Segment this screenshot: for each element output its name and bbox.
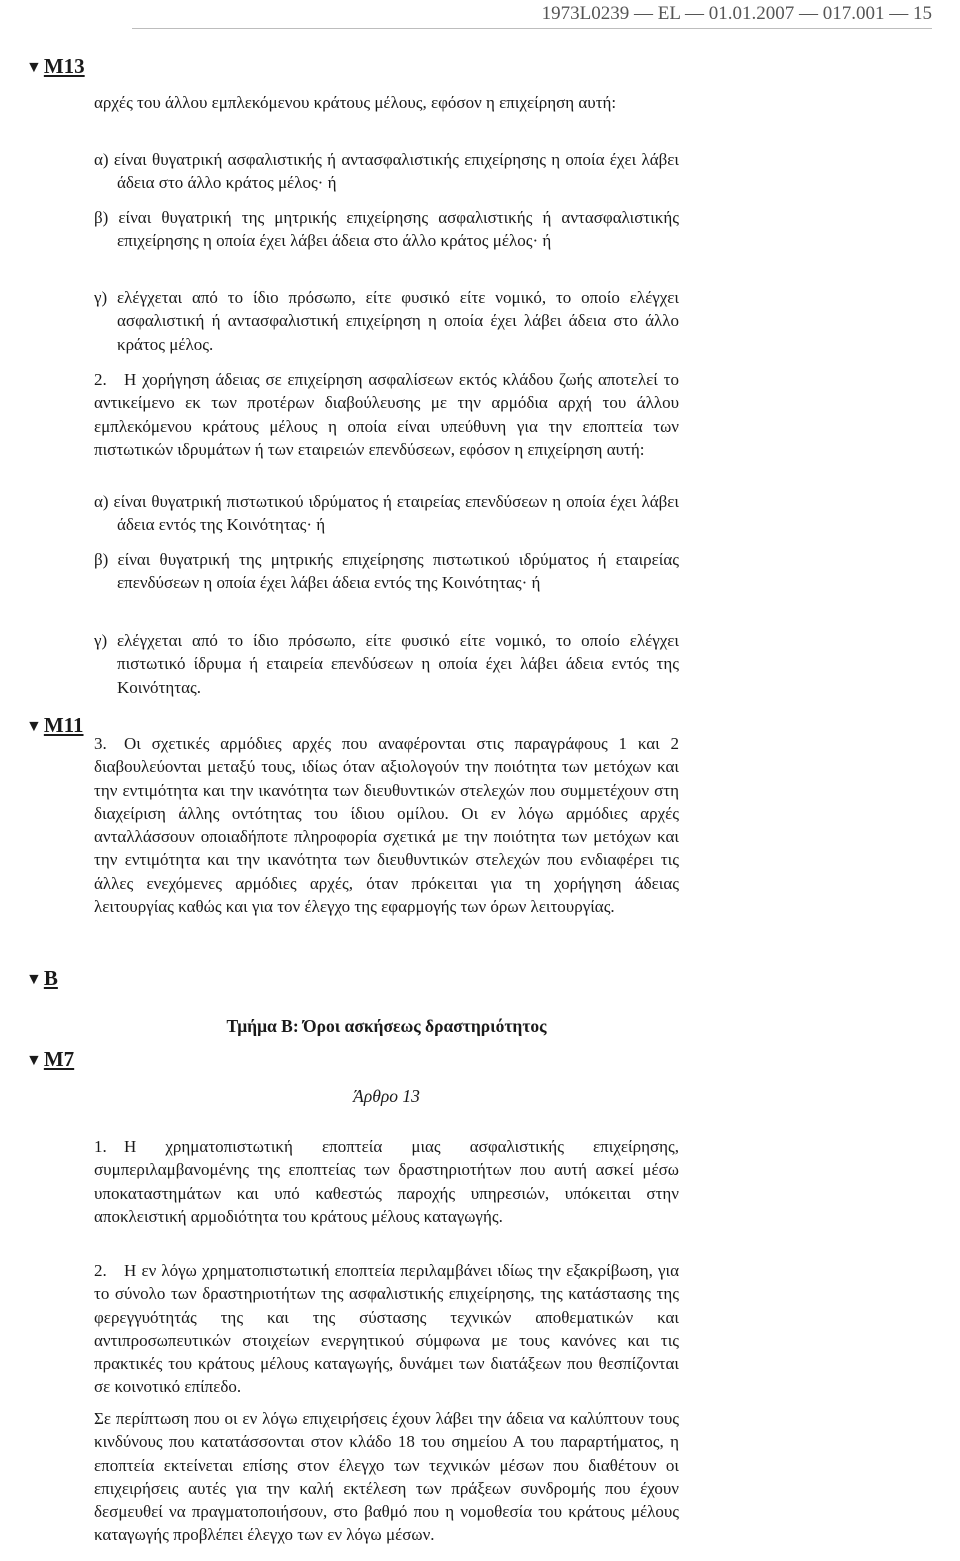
- amendment-marker-m11[interactable]: [26, 713, 84, 739]
- paragraph-3: [94, 732, 679, 918]
- amendment-code: B: [43, 966, 58, 990]
- amendment-marker-m13[interactable]: [26, 54, 85, 80]
- paragraph-number: 2.: [94, 370, 107, 389]
- section-title: Τμήμα Β: Όροι ασκήσεως δραστηριότητος: [226, 1016, 547, 1036]
- triangle-down-icon: ▼: [26, 971, 42, 988]
- article-paragraph-2: [94, 1259, 679, 1399]
- triangle-down-icon: ▼: [26, 1052, 42, 1069]
- amendment-marker-m7[interactable]: [26, 1047, 74, 1073]
- list-item-p1-a: α) είναι θυγατρική ασφαλιστικής ή αντασφαλιστικής επιχείρησης η οποία έχει λάβει άδεια στο άλλο κράτος μέλος· ή: [94, 150, 679, 193]
- paragraph-number: 2.: [94, 1261, 107, 1280]
- triangle-down-icon: ▼: [26, 718, 42, 735]
- intro-paragraph: αρχές του άλλου εμπλεκόμενου κράτους μέλους, εφόσον η επιχείρηση αυτή:: [94, 93, 617, 112]
- amendment-code: M7: [43, 1047, 75, 1071]
- paragraph-number: 3.: [94, 734, 107, 753]
- amendment-code: M11: [43, 713, 84, 737]
- paragraph-text: Η εν λόγω χρηματοπιστωτική εποπτεία περιλαμβάνει ιδίως την εξακρίβωση, για το σύνολο των δραστηριοτήτων της ασφαλιστικής επιχείρησης, της κατάστασης της φερεγγυότητάς της και της σύστασης τεχνικών αποθεματικών και αντιπροσωπευτικών στοιχείων ενεργητικού σύμφωνα με τους κανόνες και τις πρακτικές του κράτους μέλους καταγωγής, δυνάμει των διατάξεων που θεσπίζονται σε κοινοτικό επίπεδο.: [94, 1261, 679, 1397]
- paragraph-number: 1.: [94, 1137, 107, 1156]
- amendment-code: M13: [43, 54, 85, 78]
- document-reference-header: 1973L0239 — EL — 01.01.2007 — 017.001 — 15: [132, 0, 932, 29]
- amendment-marker-b[interactable]: [26, 966, 58, 992]
- triangle-down-icon: ▼: [26, 59, 42, 76]
- list-item-p2-c: γ) ελέγχεται από το ίδιο πρόσωπο, είτε φυσικό είτε νομικό, το οποίο ελέγχει πιστωτικό ίδρυμα ή εταιρεία επενδύσεων η οποία έχει λάβει άδεια εντός της Κοινότητας.: [94, 631, 679, 697]
- list-item-p2-a: α) είναι θυγατρική πιστωτικού ιδρύματος ή εταιρείας επενδύσεων η οποία έχει λάβει άδεια εντός της Κοινότητας· ή: [94, 492, 679, 535]
- article-paragraph-1: [94, 1135, 679, 1228]
- article-title: Άρθρο 13: [353, 1086, 420, 1106]
- list-item-p1-c: γ) ελέγχεται από το ίδιο πρόσωπο, είτε φυσικό είτε νομικό, το οποίο ελέγχει ασφαλιστική ή αντασφαλιστική επιχείρηση η οποία έχει λάβει άδεια στο άλλο κράτος μέλος.: [94, 288, 679, 354]
- paragraph-text: Οι σχετικές αρμόδιες αρχές που αναφέρονται στις παραγράφους 1 και 2 διαβουλεύονται μεταξύ τους, ιδίως όταν αξιολογούν την ποιότητα των μετόχων και την εντιμότητα και την ικανότητα των διευθυντικών στελεχών που συμμετέχουν στη διαχείριση άλλης οντότητας του ίδιου ομίλου. Οι εν λόγω αρμόδιες αρχές ανταλλάσσουν οποιαδήποτε πληροφορία σχετικά με την ποιότητα των μετόχων και την εντιμότητα και την ικανότητα των διευθυντικών στελεχών που ενδιαφέρει τις άλλες ενεχόμενες αρμόδιες αρχές, όταν πρόκειται για τη χορήγηση άδειας λειτουργίας καθώς και για τον έλεγχο της εφαρμογής των όρων λειτουργίας.: [94, 734, 679, 917]
- list-item-p1-b: β) είναι θυγατρική της μητρικής επιχείρησης ασφαλιστικής ή αντασφαλιστικής επιχείρησης η οποία έχει λάβει άδεια στο άλλο κράτος μέλος· ή: [94, 208, 679, 251]
- paragraph-text: Η χορήγηση άδειας σε επιχείρηση ασφαλίσεων εκτός κλάδου ζωής αποτελεί το αντικείμενο εκ των προτέρων διαβούλευσης με την αρμόδια αρχή του άλλου εμπλεκόμενου κράτους μέλους η οποία είναι υπεύθυνη για την εποπτεία των πιστωτικών ιδρυμάτων ή των εταιρειών επενδύσεων, εφόσον η επιχείρηση αυτή:: [94, 370, 679, 459]
- list-item-p2-b: β) είναι θυγατρική της μητρικής επιχείρησης πιστωτικού ιδρύματος ή εταιρείας επενδύσεων η οποία έχει λάβει άδεια εντός της Κοινότητας· ή: [94, 550, 679, 593]
- paragraph-text: Η χρηματοπιστωτική εποπτεία μιας ασφαλιστικής επιχείρησης, συμπεριλαμβανομένης της εποπτείας των δραστηριοτήτων που αυτή ασκεί μέσω υποκαταστημάτων και υπό καθεστώς παροχής υπηρεσιών, υπόκειται στην αποκλειστική αρμοδιότητα του κράτους μέλους καταγωγής.: [94, 1137, 679, 1226]
- article-paragraph-2-continued: Σε περίπτωση που οι εν λόγω επιχειρήσεις έχουν λάβει την άδεια να καλύπτουν τους κινδύνους που κατατάσσονται στον κλάδο 18 του σημείου Α του παραρτήματος, η εποπτεία εκτείνεται επίσης στον έλεγχο των τεχνικών μέσων που διαθέτουν οι επιχειρήσεις αυτές για την καλή εκτέλεση των πράξεων συνδρομής που έχουν δεσμευθεί να πραγματοποιήσουν, στο βαθμό που η νομοθεσία του κράτους μέλους καταγωγής προβλέπει έλεγχο των εν λόγω μέσων.: [94, 1409, 679, 1545]
- paragraph-2: [94, 368, 679, 461]
